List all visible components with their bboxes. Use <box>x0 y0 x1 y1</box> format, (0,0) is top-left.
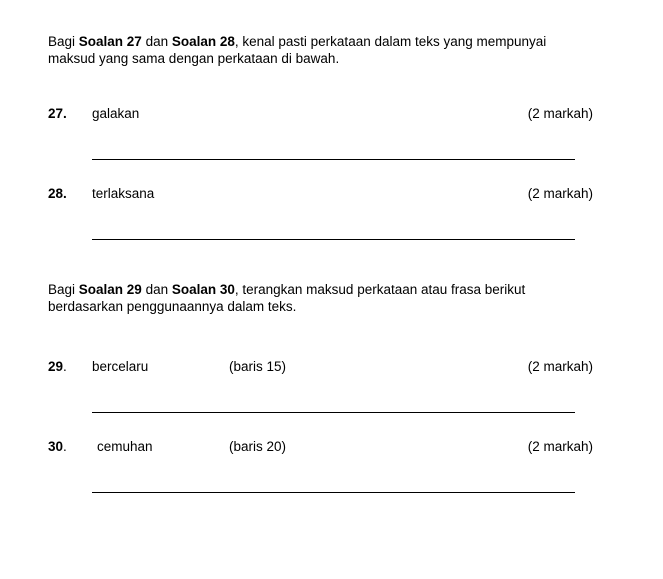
question-word: bercelaru <box>92 359 149 374</box>
question-number-dot: . <box>63 359 67 374</box>
answer-line[interactable] <box>92 412 575 413</box>
section2-instruction <box>48 281 608 315</box>
answer-line[interactable] <box>92 159 575 160</box>
question-ref: Soalan 29 <box>78 282 142 297</box>
question-number-digits: 30 <box>48 439 64 454</box>
instruction-text: , kenal pasti perkataan dalam teks yang mempunyai <box>234 34 547 49</box>
question-marks: (2 markah) <box>527 186 593 201</box>
question-ref: Soalan 27 <box>78 34 142 49</box>
line-reference: (baris 20) <box>229 439 287 454</box>
line-reference: (baris 15) <box>229 359 287 374</box>
instruction-text: dan <box>141 34 172 49</box>
question-word: galakan <box>92 106 140 121</box>
instruction-text: Bagi <box>48 34 79 49</box>
question-word: terlaksana <box>92 186 155 201</box>
answer-line[interactable] <box>92 239 575 240</box>
instruction-text: Bagi <box>48 282 79 297</box>
answer-line[interactable] <box>92 492 575 493</box>
question-number-dot: . <box>63 439 67 454</box>
question-marks: (2 markah) <box>527 439 593 454</box>
question-number <box>48 358 67 375</box>
question-number-digits: 29 <box>48 359 64 374</box>
instruction-text: berdasarkan penggunaannya dalam teks. <box>48 299 297 314</box>
question-marks: (2 markah) <box>527 106 593 121</box>
question-marks: (2 markah) <box>527 359 593 374</box>
instruction-text: maksud yang sama dengan perkataan di bawah. <box>48 51 340 66</box>
question-ref: Soalan 28 <box>171 34 235 49</box>
question-number <box>48 438 67 455</box>
question-number: 28. <box>48 186 67 201</box>
question-word: cemuhan <box>97 439 153 454</box>
question-number: 27. <box>48 106 67 121</box>
section1-instruction <box>48 33 608 67</box>
instruction-text: dan <box>141 282 172 297</box>
question-ref: Soalan 30 <box>171 282 235 297</box>
instruction-text: , terangkan maksud perkataan atau frasa berikut <box>234 282 526 297</box>
